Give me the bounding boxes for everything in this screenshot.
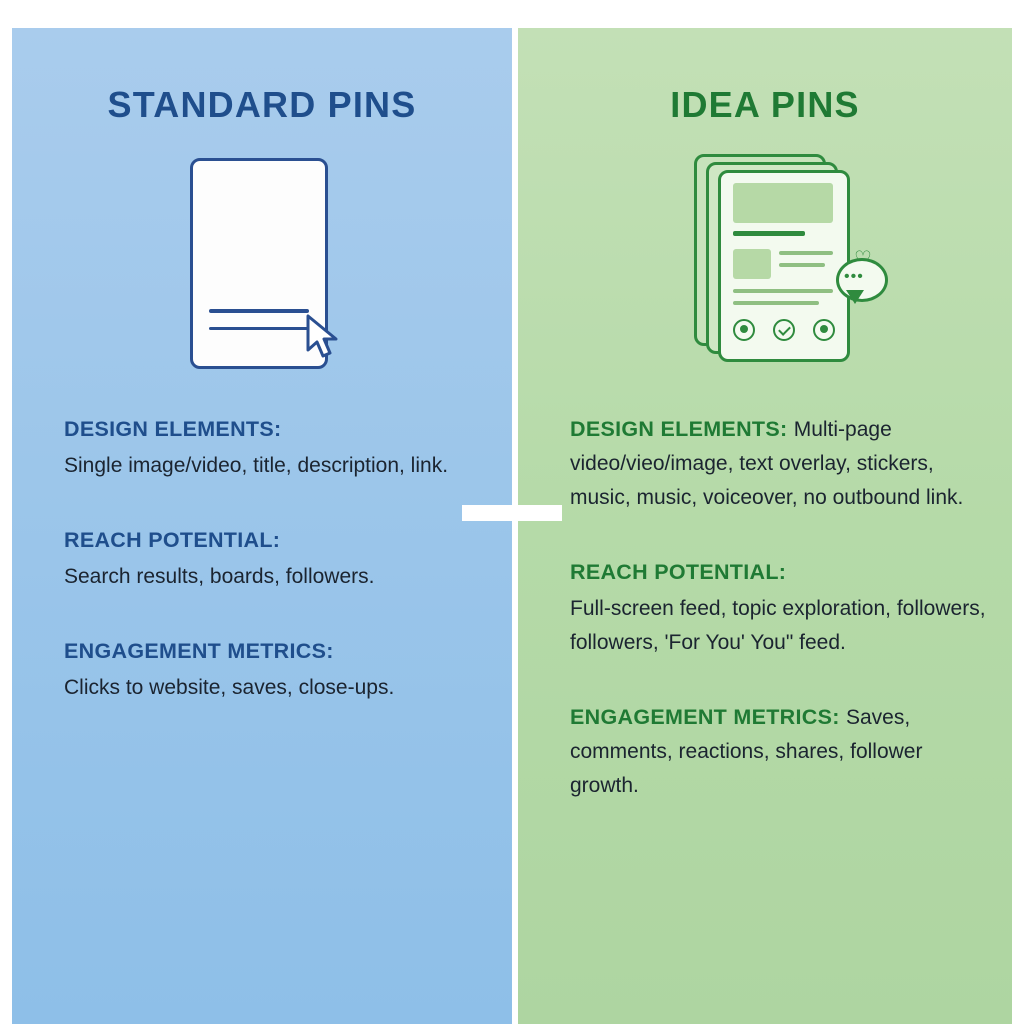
section-design-elements-left: [64, 412, 460, 483]
headline-bar: [733, 231, 805, 236]
section-label: ENGAGEMENT METRICS:: [570, 704, 846, 729]
section-engagement-metrics-left: [64, 634, 460, 705]
comment-bubble-tail-icon: [846, 290, 864, 304]
page-title-idea-pins: IDEA PINS: [670, 84, 860, 125]
multi-page-card-stack-icon: [718, 170, 850, 362]
pin-description-line: [209, 327, 309, 330]
page-title-standard-pins: STANDARD PINS: [107, 84, 417, 125]
section-text: Full-screen feed, topic exploration, followers, followers, 'For You' You" feed.: [570, 596, 986, 654]
mouse-cursor-icon: [304, 314, 344, 367]
section-text: Search results, boards, followers.: [64, 564, 375, 588]
section-text: Clicks to website, saves, close-ups.: [64, 675, 395, 699]
section-label: ENGAGEMENT METRICS:: [64, 638, 334, 663]
hero-image-placeholder: [733, 183, 833, 223]
check-circle-icon: [773, 319, 795, 341]
section-reach-potential-left: [64, 523, 460, 594]
idea-pins-panel: [518, 28, 1012, 1024]
section-design-elements-right: [570, 412, 996, 515]
text-bar: [733, 301, 819, 305]
idea-pin-illustration: [518, 148, 1012, 398]
thumbnail-placeholder: [733, 249, 771, 279]
idea-pins-sections: [518, 412, 1012, 803]
pin-title-line: [209, 309, 309, 313]
section-label: REACH POTENTIAL:: [64, 527, 281, 552]
center-connector-bar: [462, 505, 562, 521]
panel-divider: [512, 28, 518, 1024]
reaction-icon-row: [733, 319, 835, 341]
section-text: Multi-page video/vieo/image, text overlay, stickers, music, music, voiceover, no outbound link.: [570, 418, 964, 510]
section-label: DESIGN ELEMENTS:: [570, 417, 794, 441]
section-text: Single image/video, title, description, link.: [64, 453, 449, 477]
standard-pins-panel: [12, 28, 512, 1024]
section-text: Saves, comments, reactions, shares, follower growth.: [570, 705, 923, 797]
section-reach-potential-right: [570, 555, 996, 660]
text-bar: [779, 251, 833, 255]
section-label: REACH POTENTIAL:: [570, 560, 787, 585]
standard-pin-illustration: [12, 148, 512, 398]
person-icon: [813, 319, 835, 341]
text-bar: [733, 289, 833, 293]
ellipsis-icon: •••: [844, 268, 864, 285]
section-engagement-metrics-right: [570, 700, 996, 803]
text-bar: [779, 263, 825, 267]
person-icon: [733, 319, 755, 341]
standard-pins-sections: [12, 412, 512, 705]
section-label: DESIGN ELEMENTS:: [64, 417, 282, 441]
